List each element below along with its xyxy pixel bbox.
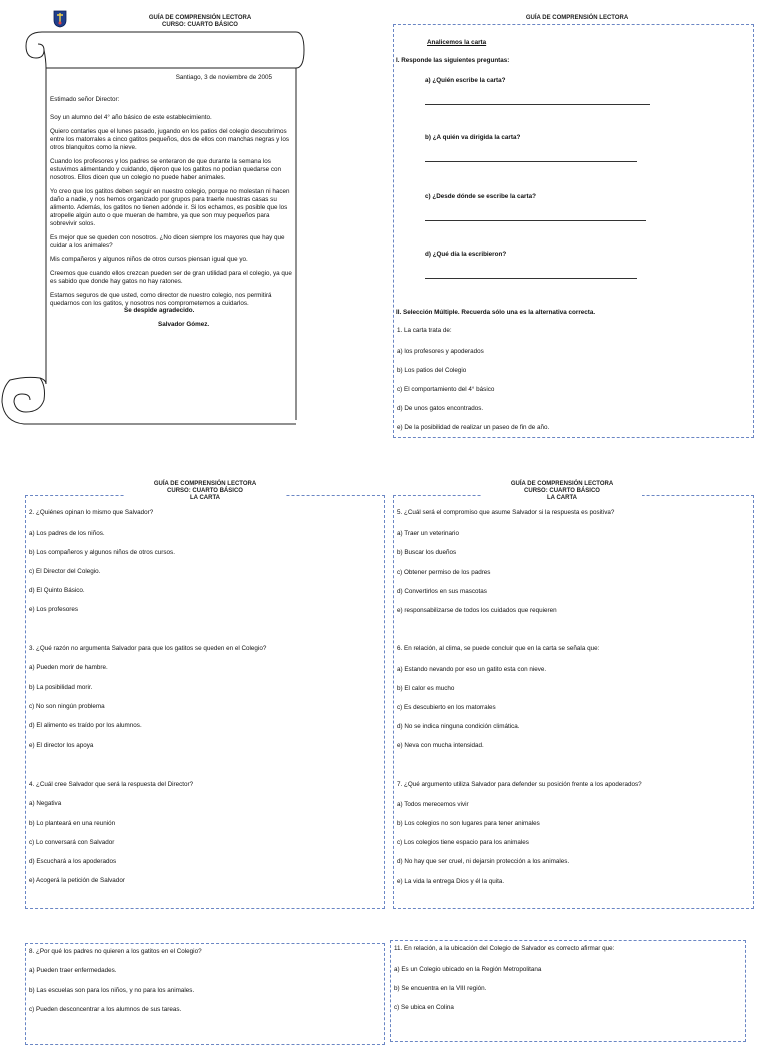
mc-question: 7. ¿Qué argumento utiliza Salvador para defender su posición frente a los apoderados?: [397, 781, 642, 788]
guide-title: GUÍA DE COMPRENSIÓN LECTORA: [525, 15, 629, 21]
letter-paragraph: Estamos seguros de que usted, como director de nuestro colegio, nos permitirá quedarnos con los gatitos, y nosotros nos comprometemos a cuidarlos.: [50, 292, 272, 307]
mc-option[interactable]: c) Los colegios tiene espacio para los animales: [397, 839, 529, 846]
course-label: CURSO: CUARTO BÁSICO: [167, 488, 243, 494]
guide-header: [120, 15, 280, 29]
mc-option[interactable]: c) El Director del Colegio.: [29, 568, 101, 575]
mc-option[interactable]: c) Obtener permiso de los padres: [397, 569, 491, 576]
school-logo: [53, 10, 67, 28]
mc-option[interactable]: e) Los profesores: [29, 606, 79, 613]
questions-panel: [393, 24, 754, 438]
course-label: CURSO: CUARTO BÁSICO: [524, 488, 600, 494]
mc-option[interactable]: b) La posibilidad morir.: [29, 684, 93, 691]
mc-option[interactable]: e) responsabilizarse de todos los cuidados que requieren: [397, 607, 557, 614]
guide-title: GUÍA DE COMPRENSIÓN LECTORA: [153, 481, 257, 487]
mc-option[interactable]: a) Es un Colegio ubicado en la Región Metropolitana: [394, 966, 542, 973]
mc-option[interactable]: b) El calor es mucho: [397, 685, 455, 692]
letter-paragraph: Quiero contarles que el lunes pasado, jugando en los patios del colegio descubrimos entre los matorrales a cinco gatitos pequeños, dos de ellos con manchas negras y los otros blanquitos como la nieve.: [50, 128, 290, 151]
panel1-header: [497, 15, 657, 22]
analysis-heading: Analicemos la carta: [427, 39, 487, 46]
mc-question: 5. ¿Cuál será el compromiso que asume Salvador si la respuesta es positiva?: [397, 509, 615, 516]
panel3-header: [482, 481, 642, 502]
mc-option[interactable]: a) Pueden morir de hambre.: [29, 664, 108, 671]
panel2-header: [125, 481, 285, 502]
mc-option[interactable]: b) Buscar los dueños: [397, 549, 457, 556]
mc-option[interactable]: d) El Quinto Básico.: [29, 587, 85, 594]
mc-question: 11. En relación, a la ubicación del Colegio de Salvador es correcto afirmar que:: [394, 945, 615, 952]
mc-option[interactable]: d) Convertirlos en sus mascotas: [397, 588, 487, 595]
letter-paragraph: Mis compañeros y algunos niños de otros cursos piensan igual que yo.: [50, 256, 248, 263]
subject-label: LA CARTA: [547, 495, 577, 501]
mc-option[interactable]: c) Lo conversará con Salvador: [29, 839, 115, 846]
question-a: a) ¿Quién escribe la carta?: [425, 77, 506, 84]
guide-title: GUÍA DE COMPRENSIÓN LECTORA: [148, 15, 252, 21]
mc-option[interactable]: b) Lo planteará en una reunión: [29, 820, 116, 827]
answer-line[interactable]: [425, 278, 637, 279]
mc-option[interactable]: d) No hay que ser cruel, ni dejarsin protección a los animales.: [397, 858, 570, 865]
mc-question: 1. La carta trata de:: [397, 327, 452, 334]
answer-line[interactable]: [425, 161, 637, 162]
mc-question: 6. En relación, al clima, se puede concluir que en la carta se señala que:: [397, 645, 600, 652]
answer-line[interactable]: [425, 104, 650, 105]
mc-question: 3. ¿Qué razón no argumenta Salvador para que los gatitos se queden en el Colegio?: [29, 645, 267, 652]
letter-paragraph: Es mejor que se queden con nosotros. ¿No dicen siempre los mayores que hay que cuidar a los animales?: [50, 234, 285, 249]
mc-option[interactable]: d) No se indica ninguna condición climática.: [397, 723, 520, 730]
mc-option[interactable]: c) Se ubica en Colina: [394, 1004, 454, 1011]
mc-option[interactable]: e) La vida la entrega Dios y él la quita.: [397, 878, 505, 885]
mc-option[interactable]: e) El director los apoya: [29, 742, 94, 749]
mc-option[interactable]: b) Se encuentra en la VIII región.: [394, 985, 487, 992]
answer-line[interactable]: [425, 220, 646, 221]
mc-question: 4. ¿Cuál cree Salvador que será la respuesta del Director?: [29, 781, 194, 788]
question-b: b) ¿A quién va dirigida la carta?: [425, 134, 521, 141]
mc-option[interactable]: a) Todos merecemos vivir: [397, 801, 469, 808]
mc-option[interactable]: c) Pueden desconcentrar a los alumnos de sus tareas.: [29, 1006, 182, 1013]
subject-label: LA CARTA: [190, 495, 220, 501]
mc-option[interactable]: b) Los colegios no son lugares para tener animales: [397, 820, 540, 827]
mc-option[interactable]: e) Acogerá la petición de Salvador: [29, 877, 125, 884]
mc-option[interactable]: e) Neva con mucha intensidad.: [397, 742, 484, 749]
letter-closing: Se despide agradecido.: [124, 307, 195, 314]
mc-option[interactable]: a) los profesores y apoderados: [397, 348, 484, 355]
letter-date: Santiago, 3 de noviembre de 2005: [175, 74, 272, 81]
letter-signature: Salvador Gómez.: [158, 321, 210, 328]
mc-option[interactable]: b) Los compañeros y algunos niños de otros cursos.: [29, 549, 175, 556]
mc-option[interactable]: a) Pueden traer enfermedades.: [29, 967, 117, 974]
letter-paragraph: Cuando los profesores y los padres se enteraron de que durante la semana los estuvimos alimentando y cuidando, dijeron que los gatitos no podían quedarse con nosotros. Ellos dicen que un colegio no puede haber animales.: [50, 158, 282, 181]
mc-option[interactable]: d) De unos gatos encontrados.: [397, 405, 484, 412]
mc-option[interactable]: d) Escuchará a los apoderados: [29, 858, 117, 865]
letter-paragraph: Yo creo que los gatitos deben seguir en nuestro colegio, porque no molestan ni hacen daño a nadie, y nos hemos organizado por grupos para traerle nuestras casas su alimento. Además, los gatitos no tienen adónde ir. Si los echamos, es posible que los atropelle algún auto o que mueran de hambre, ya que son muy pequeños para sobrevivir solos.: [50, 188, 290, 227]
question-c: c) ¿Desde dónde se escribe la carta?: [425, 193, 536, 200]
mc-option[interactable]: a) Estando nevando por eso un gatito esta con nieve.: [397, 666, 547, 673]
mc-question: 2. ¿Quiénes opinan lo mismo que Salvador?: [29, 509, 154, 516]
section1-title: I. Responde las siguientes preguntas:: [396, 57, 510, 64]
section2-title: II. Selección Múltiple. Recuerda sólo una es la alternativa correcta.: [396, 309, 596, 316]
mc-option[interactable]: a) Negativa: [29, 800, 62, 807]
letter-body: [50, 74, 292, 329]
course-label: CURSO: CUARTO BÁSICO: [162, 22, 238, 28]
mc-option[interactable]: b) Los patios del Colegio: [397, 367, 467, 374]
letter-paragraph: Creemos que cuando ellos crezcan pueden ser de gran utilidad para el colegio, ya que es sabido que donde hay gatos no hay ratones.: [50, 270, 292, 285]
mc-option[interactable]: c) Es descubierto en los matorrales: [397, 704, 496, 711]
mc-option[interactable]: d) El alimento es traído por los alumnos.: [29, 722, 142, 729]
mc-option[interactable]: a) Los padres de los niños.: [29, 530, 105, 537]
question-d: d) ¿Qué día la escribieron?: [425, 251, 507, 258]
letter-greeting: Estimado señor Director:: [50, 96, 120, 103]
mc-option[interactable]: e) De la posibilidad de realizar un paseo de fin de año.: [397, 424, 550, 431]
guide-title: GUÍA DE COMPRENSIÓN LECTORA: [510, 481, 614, 487]
letter-paragraph: Soy un alumno del 4° año básico de este establecimiento.: [50, 114, 212, 121]
mc-option[interactable]: b) Las escuelas son para los niños, y no para los animales.: [29, 987, 195, 994]
mc-option[interactable]: c) No son ningún problema: [29, 703, 105, 710]
mc-question: 8. ¿Por qué los padres no quieren a los gatitos en el Colegio?: [29, 948, 202, 955]
mc-option[interactable]: c) El comportamiento del 4° básico: [397, 386, 495, 393]
mc-option[interactable]: a) Traer un veterinario: [397, 530, 459, 537]
